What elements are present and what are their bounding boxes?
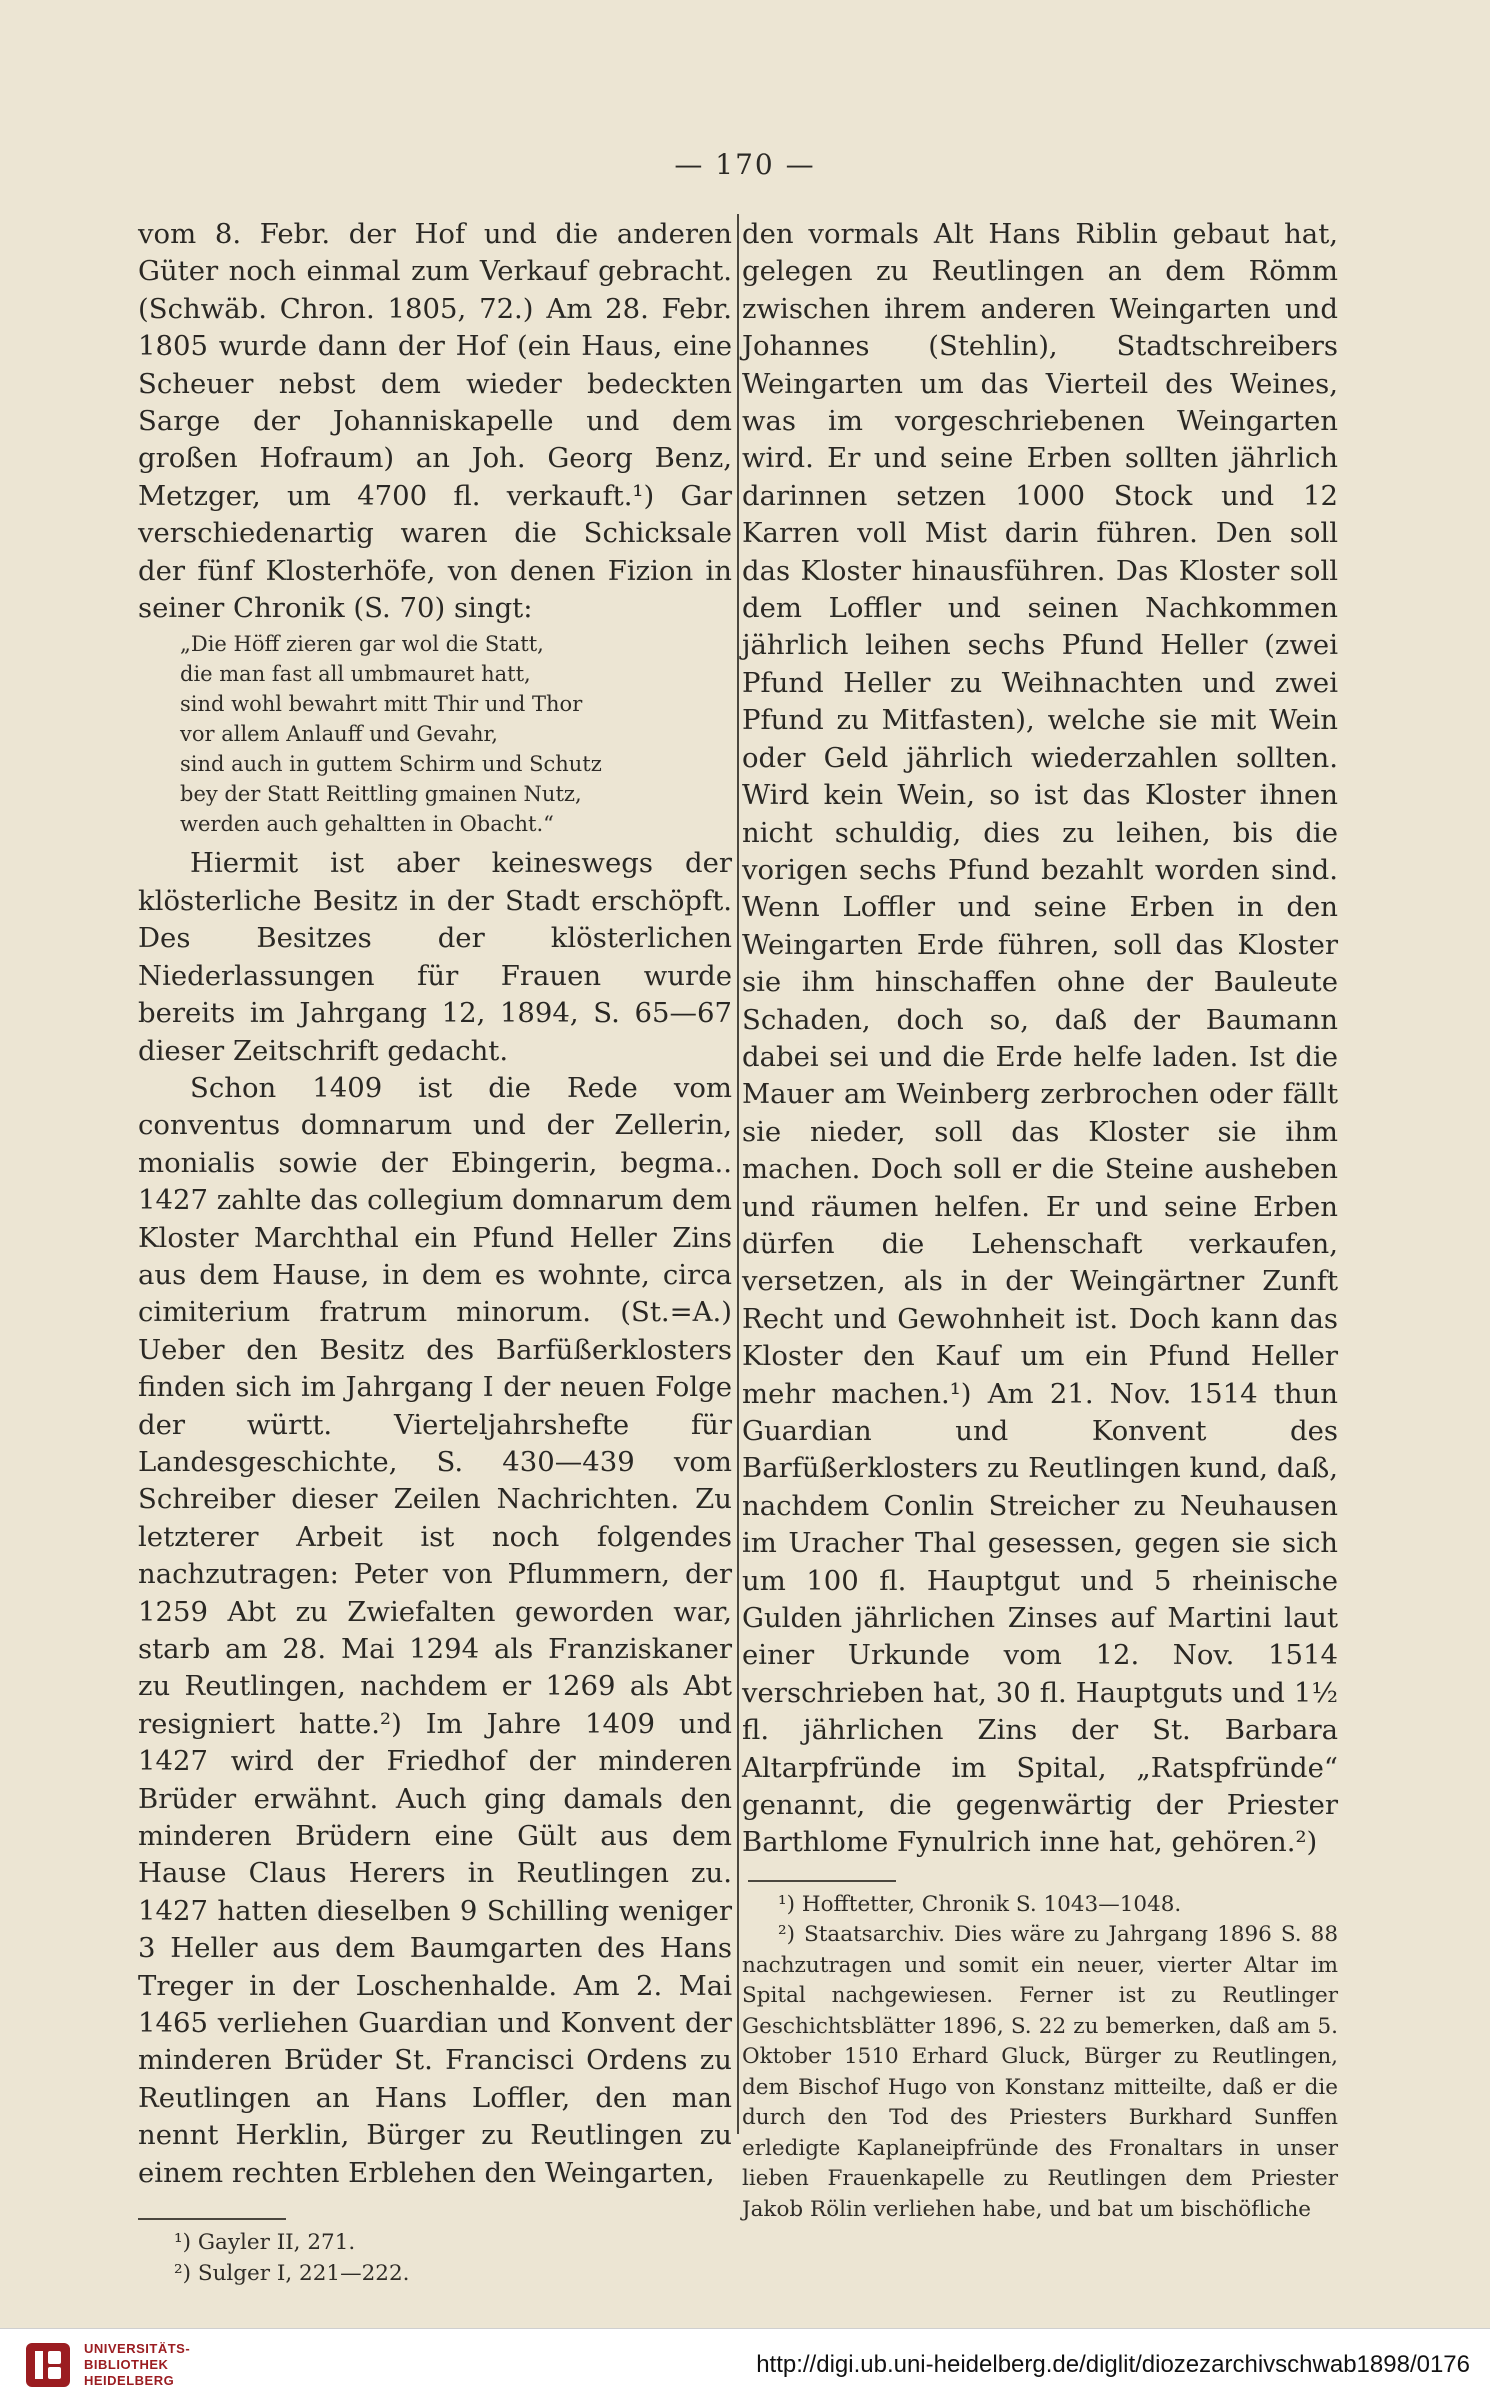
right-footnote-2: ²) Staatsarchiv. Dies wäre zu Jahrgang 1896 S. 88 nachzutragen und somit ein neuer, vierter Altar im Spital nachgewiesen. Ferner ist zu Reutlinger Geschichtsblätter 1896, S. 22 zu bemerken, daß am 5. Oktober 1510 Erhard Gluck, Bürger zu Reutlingen, dem Bischof Hugo von Konstanz mitteilte, daß er die durch den Tod des Priesters Burkhard Sunffen erledigte Kaplaneipfründe des Fronaltars in unser lieben Frauenkapelle zu Reutlingen dem Priester Jakob Rölin verliehen habe, und bat um bischöfliche <box>742 1922 1338 2222</box>
logo-line: BIBLIOTHEK <box>84 2357 169 2372</box>
poem-line: werden auch gehaltten in Obacht.“ <box>180 812 554 837</box>
viewer-footer <box>0 2328 1490 2401</box>
right-column <box>742 216 1338 2225</box>
poem-line: die man fast all umbmauret hatt, <box>180 662 531 687</box>
university-library-logo-icon[interactable] <box>26 2343 70 2387</box>
poem-line: bey der Statt Reittling gmainen Nutz, <box>180 782 582 807</box>
library-logo-text[interactable] <box>84 2341 190 2389</box>
left-footnote-1: ¹) Gayler II, 271. <box>174 2230 356 2256</box>
page-number: — 170 — <box>674 148 816 181</box>
left-paragraph-3: Schon 1409 ist die Rede vom conventus domnarum und der Zellerin, monialis sowie der Ebingerin, begma.. 1427 zahlte das collegium domnarum dem Kloster Marchthal ein Pfund Heller Zins aus dem Hause, in dem es wohnte, circa cimiterium fratrum minorum. (St.=A.) Ueber den Besitz des Barfüßerklosters finden sich im Jahrgang I der neuen Folge der württ. Vierteljahrshefte für Landesgeschichte, S. 430—439 vom Schreiber dieser Zeilen Nachrichten. Zu letzterer Arbeit ist noch folgendes nachzutragen: Peter von Pflummern, der 1259 Abt zu Zwiefalten geworden war, starb am 28. Mai 1294 als Franziskaner zu Reutlingen, nachdem er 1269 als Abt resigniert hatte.²) Im Jahre 1409 und 1427 wird der Friedhof der minderen Brüder erwähnt. Auch ging damals den minderen Brüdern eine Gült aus dem Hause Claus Herers in Reutlingen zu. 1427 hatten dieselben 9 Schilling weniger 3 Heller aus dem Baumgarten des Hans Treger in der Loschenhalde. Am 2. Mai 1465 verliehen Guardian und Konvent der minderen Brüder St. Francisci Ordens zu Reutlingen an Hans Loffler, den man nennt Herklin, Bürger zu Reutlingen zu einem rechten Erblehen den Weingarten, <box>138 1071 732 2189</box>
poem-line: „Die Höff zieren gar wol die Statt, <box>180 632 544 657</box>
poem-line: sind wohl bewahrt mitt Thir und Thor <box>180 692 583 717</box>
footnote-rule <box>748 1880 896 1882</box>
left-paragraph-2: Hiermit ist aber keineswegs der klösterliche Besitz in der Stadt erschöpft. Des Besitzes der klösterlichen Niederlassungen für Frauen wurde bereits im Jahrgang 12, 1894, S. 65—67 dieser Zeitschrift gedacht. <box>138 847 732 1067</box>
left-column <box>138 216 732 2289</box>
poem-quote <box>180 629 732 839</box>
right-footnote-1: ¹) Hofftetter, Chronik S. 1043—1048. <box>778 1891 1182 1917</box>
footnote-rule <box>138 2218 286 2220</box>
right-paragraph-1: den vormals Alt Hans Riblin gebaut hat, gelegen zu Reutlingen an dem Römm zwischen ihrem anderen Weingarten und Johannes (Stehlin), Stadtschreibers Weingarten um das Vierteil des Weines, was im vorgeschriebenen Weingarten wird. Er und seine Erben sollten jährlich darinnen setzen 1000 Stock und 12 Karren voll Mist darin führen. Den soll das Kloster hinausführen. Das Kloster soll dem Loffler und seinen Nachkommen jährlich leihen sechs Pfund Heller (zwei Pfund Heller zu Weihnachten und zwei Pfund zu Mitfasten), welche sie mit Wein oder Geld jährlich wiederzahlen sollten. Wird kein Wein, so ist das Kloster ihnen nicht schuldig, dies zu leihen, bis die vorigen sechs Pfund bezahlt worden sind. Wenn Loffler und seine Erben in den Weingarten Erde führen, soll das Kloster sie ihm hinschaffen ohne der Bauleute Schaden, doch so, daß der Baumann dabei sei und die Erde helfe laden. Ist die Mauer am Weinberg zerbrochen oder fällt sie nieder, soll das Kloster sie ihm machen. Doch soll er die Steine ausheben und räumen helfen. Er und seine Erben dürfen die Lehenschaft verkaufen, versetzen, als in der Weingärtner Zunft Recht und Gewohnheit ist. Doch kann das Kloster den Kauf um ein Pfund Heller mehr machen.¹) Am 21. Nov. 1514 thun Guardian und Konvent des Barfüßerklosters zu Reutlingen kund, daß, nachdem Conlin Streicher zu Neuhausen im Uracher Thal gesessen, gegen sie sich um 100 fl. Hauptgut und 5 rheinische Gulden jährlichen Zinses auf Martini laut einer Urkunde vom 12. Nov. 1514 verschrieben hat, 30 fl. Hauptguts und 1½ fl. jährlichen Zins der St. Barbara Altarpfründe im Spital, „Ratspfründe“ genannt, die gegenwärtig der Priester Barthlome Fynulrich inne hat, gehören.²) <box>742 218 1338 1859</box>
logo-line: HEIDELBERG <box>84 2373 175 2388</box>
poem-line: vor allem Anlauff und Gevahr, <box>180 722 498 747</box>
left-footnote-2: ²) Sulger I, 221—222. <box>174 2260 410 2286</box>
permalink-url[interactable]: http://digi.ub.uni-heidelberg.de/diglit/diozezarchivschwab1898/0176 <box>756 2351 1470 2378</box>
logo-line: UNIVERSITÄTS- <box>84 2341 191 2356</box>
left-paragraph-1: vom 8. Febr. der Hof und die anderen Güter noch einmal zum Verkauf gebracht. (Schwäb. Chron. 1805, 72.) Am 28. Febr. 1805 wurde dann der Hof (ein Haus, eine Scheuer nebst dem wieder bedeckten Sarge der Johanniskapelle und dem großen Hofraum) an Joh. Georg Benz, Metzger, um 4700 fl. verkauft.¹) Gar verschiedenartig waren die Schicksale der fünf Klosterhöfe, von denen Fizion in seiner Chronik (S. 70) singt: <box>138 218 732 625</box>
column-divider <box>737 214 739 2134</box>
poem-line: sind auch in guttem Schirm und Schutz <box>180 752 602 777</box>
